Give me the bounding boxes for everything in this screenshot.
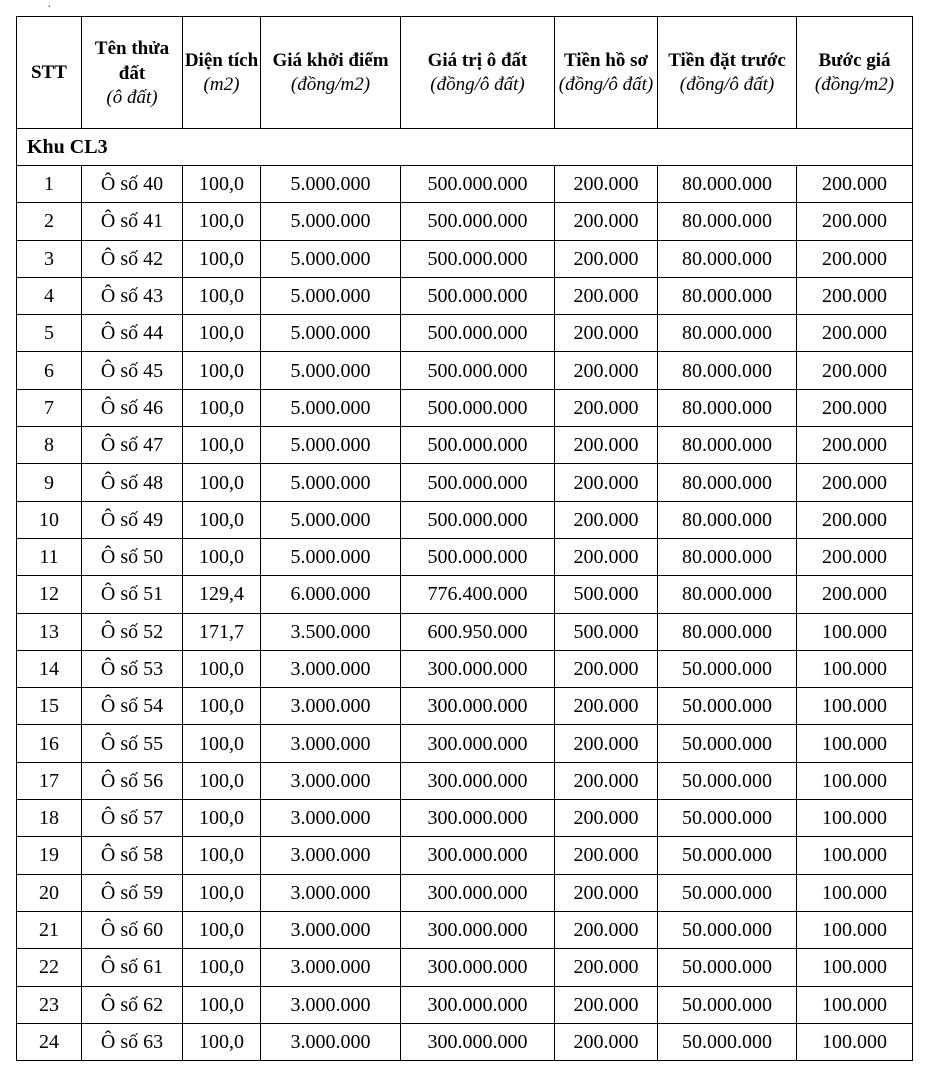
cell-stt: 18 xyxy=(17,800,82,837)
cell-dossier-fee: 200.000 xyxy=(555,389,658,426)
cell-lot-name: Ô số 54 xyxy=(82,688,183,725)
cell-dossier-fee: 200.000 xyxy=(555,538,658,575)
cell-lot-value: 500.000.000 xyxy=(401,315,555,352)
cell-lot-value: 500.000.000 xyxy=(401,427,555,464)
table-row xyxy=(17,501,913,538)
header-unit: (đồng/ô đất) xyxy=(558,74,654,95)
cell-lot-value: 500.000.000 xyxy=(401,501,555,538)
cell-start-price: 3.000.000 xyxy=(261,837,401,874)
cell-price-step: 100.000 xyxy=(797,874,913,911)
cell-start-price: 5.000.000 xyxy=(261,389,401,426)
header-unit: (đồng/m2) xyxy=(814,74,895,95)
cell-stt: 6 xyxy=(17,352,82,389)
cell-start-price: 3.000.000 xyxy=(261,949,401,986)
cell-start-price: 3.000.000 xyxy=(261,800,401,837)
cell-dossier-fee: 200.000 xyxy=(555,986,658,1023)
cell-price-step: 200.000 xyxy=(797,352,913,389)
cell-deposit: 80.000.000 xyxy=(658,203,797,240)
cell-stt: 10 xyxy=(17,501,82,538)
cell-price-step: 100.000 xyxy=(797,949,913,986)
cell-deposit: 80.000.000 xyxy=(658,501,797,538)
cell-area: 100,0 xyxy=(183,427,261,464)
cell-dossier-fee: 200.000 xyxy=(555,166,658,203)
cell-price-step: 100.000 xyxy=(797,688,913,725)
cell-lot-value: 500.000.000 xyxy=(401,352,555,389)
header-cell-start-price xyxy=(261,17,401,129)
cell-price-step: 200.000 xyxy=(797,203,913,240)
cell-stt: 7 xyxy=(17,389,82,426)
cell-lot-name: Ô số 56 xyxy=(82,762,183,799)
cell-deposit: 50.000.000 xyxy=(658,1023,797,1060)
cell-start-price: 3.000.000 xyxy=(261,650,401,687)
header-title: Tên thửa đất xyxy=(94,37,170,84)
cell-stt: 23 xyxy=(17,986,82,1023)
cell-dossier-fee: 200.000 xyxy=(555,315,658,352)
cell-price-step: 200.000 xyxy=(797,389,913,426)
table-row xyxy=(17,576,913,613)
cell-start-price: 3.000.000 xyxy=(261,762,401,799)
cell-dossier-fee: 200.000 xyxy=(555,352,658,389)
cell-deposit: 50.000.000 xyxy=(658,986,797,1023)
header-cell-dossier-fee xyxy=(555,17,658,129)
cell-deposit: 50.000.000 xyxy=(658,837,797,874)
cell-stt: 9 xyxy=(17,464,82,501)
cell-stt: 4 xyxy=(17,277,82,314)
cell-stt: 22 xyxy=(17,949,82,986)
cell-dossier-fee: 200.000 xyxy=(555,650,658,687)
cell-lot-value: 300.000.000 xyxy=(401,986,555,1023)
cell-area: 100,0 xyxy=(183,688,261,725)
cell-lot-name: Ô số 49 xyxy=(82,501,183,538)
table-row xyxy=(17,837,913,874)
cell-start-price: 3.500.000 xyxy=(261,613,401,650)
cell-deposit: 80.000.000 xyxy=(658,352,797,389)
cell-lot-value: 500.000.000 xyxy=(401,277,555,314)
cell-price-step: 100.000 xyxy=(797,725,913,762)
cell-area: 100,0 xyxy=(183,911,261,948)
header-unit: (đồng/m2) xyxy=(290,74,371,95)
header-cell-deposit xyxy=(658,17,797,129)
table-row xyxy=(17,203,913,240)
cell-lot-name: Ô số 52 xyxy=(82,613,183,650)
cell-area: 100,0 xyxy=(183,277,261,314)
header-title: Tiền hồ sơ xyxy=(563,50,649,71)
cell-lot-name: Ô số 42 xyxy=(82,240,183,277)
cell-area: 100,0 xyxy=(183,538,261,575)
cell-lot-value: 300.000.000 xyxy=(401,949,555,986)
table-row xyxy=(17,389,913,426)
table-row xyxy=(17,725,913,762)
cell-deposit: 80.000.000 xyxy=(658,427,797,464)
cell-dossier-fee: 200.000 xyxy=(555,1023,658,1060)
cell-deposit: 80.000.000 xyxy=(658,538,797,575)
cell-stt: 11 xyxy=(17,538,82,575)
header-unit: (đồng/ô đất) xyxy=(430,74,525,95)
table-row xyxy=(17,166,913,203)
land-lot-table xyxy=(16,16,913,1061)
table-row xyxy=(17,650,913,687)
header-title: STT xyxy=(31,62,67,83)
cell-stt: 16 xyxy=(17,725,82,762)
cell-lot-value: 300.000.000 xyxy=(401,911,555,948)
table-row xyxy=(17,949,913,986)
cell-price-step: 200.000 xyxy=(797,277,913,314)
cell-area: 100,0 xyxy=(183,1023,261,1060)
cell-lot-name: Ô số 51 xyxy=(82,576,183,613)
cell-start-price: 3.000.000 xyxy=(261,874,401,911)
header-row xyxy=(17,17,913,129)
cell-lot-name: Ô số 48 xyxy=(82,464,183,501)
cell-price-step: 200.000 xyxy=(797,315,913,352)
cell-area: 100,0 xyxy=(183,725,261,762)
cell-start-price: 5.000.000 xyxy=(261,501,401,538)
cell-stt: 14 xyxy=(17,650,82,687)
cell-start-price: 5.000.000 xyxy=(261,427,401,464)
cell-lot-value: 300.000.000 xyxy=(401,1023,555,1060)
table-row xyxy=(17,1023,913,1060)
cell-start-price: 5.000.000 xyxy=(261,277,401,314)
cell-lot-value: 500.000.000 xyxy=(401,240,555,277)
cell-lot-value: 300.000.000 xyxy=(401,800,555,837)
cell-stt: 2 xyxy=(17,203,82,240)
table-row xyxy=(17,911,913,948)
cell-deposit: 50.000.000 xyxy=(658,688,797,725)
cell-deposit: 50.000.000 xyxy=(658,800,797,837)
cell-deposit: 50.000.000 xyxy=(658,725,797,762)
cell-lot-value: 300.000.000 xyxy=(401,725,555,762)
header-cell-name xyxy=(82,17,183,129)
cell-area: 100,0 xyxy=(183,166,261,203)
cell-dossier-fee: 200.000 xyxy=(555,464,658,501)
cell-lot-name: Ô số 55 xyxy=(82,725,183,762)
cell-lot-name: Ô số 50 xyxy=(82,538,183,575)
cell-start-price: 6.000.000 xyxy=(261,576,401,613)
cell-stt: 1 xyxy=(17,166,82,203)
cell-dossier-fee: 200.000 xyxy=(555,725,658,762)
cell-price-step: 100.000 xyxy=(797,837,913,874)
cell-area: 100,0 xyxy=(183,315,261,352)
cell-area: 100,0 xyxy=(183,352,261,389)
cell-price-step: 100.000 xyxy=(797,613,913,650)
cell-price-step: 200.000 xyxy=(797,240,913,277)
cell-lot-name: Ô số 46 xyxy=(82,389,183,426)
cell-lot-value: 500.000.000 xyxy=(401,464,555,501)
table-row xyxy=(17,613,913,650)
cell-deposit: 80.000.000 xyxy=(658,240,797,277)
header-cell-price-step xyxy=(797,17,913,129)
cell-price-step: 200.000 xyxy=(797,464,913,501)
cell-area: 100,0 xyxy=(183,800,261,837)
cell-lot-value: 300.000.000 xyxy=(401,650,555,687)
cell-price-step: 100.000 xyxy=(797,911,913,948)
cell-lot-name: Ô số 59 xyxy=(82,874,183,911)
cell-lot-name: Ô số 44 xyxy=(82,315,183,352)
cell-lot-name: Ô số 58 xyxy=(82,837,183,874)
table-row xyxy=(17,874,913,911)
cell-dossier-fee: 200.000 xyxy=(555,837,658,874)
header-title: Giá khởi điểm xyxy=(272,50,389,71)
cell-stt: 12 xyxy=(17,576,82,613)
cell-lot-value: 300.000.000 xyxy=(401,688,555,725)
cell-price-step: 200.000 xyxy=(797,427,913,464)
header-unit: (ô đất) xyxy=(106,86,158,108)
cell-lot-name: Ô số 45 xyxy=(82,352,183,389)
cell-dossier-fee: 200.000 xyxy=(555,240,658,277)
cell-dossier-fee: 200.000 xyxy=(555,949,658,986)
section-row xyxy=(17,129,913,166)
cell-start-price: 3.000.000 xyxy=(261,1023,401,1060)
cell-price-step: 200.000 xyxy=(797,576,913,613)
header-cell-stt xyxy=(17,17,82,129)
cell-lot-value: 500.000.000 xyxy=(401,538,555,575)
cell-dossier-fee: 200.000 xyxy=(555,874,658,911)
cell-stt: 8 xyxy=(17,427,82,464)
cell-deposit: 50.000.000 xyxy=(658,650,797,687)
header-cell-lot-value xyxy=(401,17,555,129)
table-body xyxy=(17,129,913,1061)
cell-start-price: 5.000.000 xyxy=(261,240,401,277)
cell-lot-value: 600.950.000 xyxy=(401,613,555,650)
cell-lot-name: Ô số 43 xyxy=(82,277,183,314)
cell-area: 100,0 xyxy=(183,837,261,874)
cell-area: 100,0 xyxy=(183,203,261,240)
header-title: Giá trị ô đất xyxy=(427,50,528,71)
cell-lot-value: 500.000.000 xyxy=(401,389,555,426)
cell-lot-name: Ô số 60 xyxy=(82,911,183,948)
cell-area: 100,0 xyxy=(183,949,261,986)
table-row xyxy=(17,986,913,1023)
cell-stt: 13 xyxy=(17,613,82,650)
cell-lot-name: Ô số 62 xyxy=(82,986,183,1023)
cell-lot-value: 300.000.000 xyxy=(401,874,555,911)
cell-dossier-fee: 200.000 xyxy=(555,501,658,538)
header-title: Bước giá xyxy=(818,50,891,71)
table-header xyxy=(17,17,913,129)
header-unit: (m2) xyxy=(203,74,240,95)
cell-dossier-fee: 200.000 xyxy=(555,203,658,240)
cell-lot-name: Ô số 47 xyxy=(82,427,183,464)
cell-stt: 3 xyxy=(17,240,82,277)
cell-stt: 19 xyxy=(17,837,82,874)
cell-stt: 17 xyxy=(17,762,82,799)
cell-lot-name: Ô số 41 xyxy=(82,203,183,240)
header-cell-area xyxy=(183,17,261,129)
cell-area: 100,0 xyxy=(183,464,261,501)
cell-dossier-fee: 200.000 xyxy=(555,277,658,314)
cell-deposit: 50.000.000 xyxy=(658,874,797,911)
table-row xyxy=(17,688,913,725)
cell-area: 100,0 xyxy=(183,389,261,426)
cell-price-step: 200.000 xyxy=(797,501,913,538)
table-row xyxy=(17,427,913,464)
cell-start-price: 3.000.000 xyxy=(261,911,401,948)
cell-dossier-fee: 200.000 xyxy=(555,762,658,799)
corner-mark: . xyxy=(48,0,51,10)
cell-dossier-fee: 200.000 xyxy=(555,688,658,725)
cell-area: 100,0 xyxy=(183,762,261,799)
cell-price-step: 100.000 xyxy=(797,1023,913,1060)
table-row xyxy=(17,240,913,277)
cell-stt: 21 xyxy=(17,911,82,948)
cell-lot-name: Ô số 61 xyxy=(82,949,183,986)
cell-start-price: 5.000.000 xyxy=(261,315,401,352)
cell-price-step: 100.000 xyxy=(797,762,913,799)
table-row xyxy=(17,352,913,389)
cell-area: 100,0 xyxy=(183,986,261,1023)
cell-dossier-fee: 500.000 xyxy=(555,576,658,613)
cell-deposit: 80.000.000 xyxy=(658,464,797,501)
cell-deposit: 80.000.000 xyxy=(658,613,797,650)
table-row xyxy=(17,762,913,799)
cell-price-step: 200.000 xyxy=(797,166,913,203)
cell-lot-name: Ô số 53 xyxy=(82,650,183,687)
header-title: Tiền đặt trước xyxy=(668,50,786,71)
cell-start-price: 3.000.000 xyxy=(261,688,401,725)
cell-lot-value: 776.400.000 xyxy=(401,576,555,613)
cell-lot-value: 300.000.000 xyxy=(401,762,555,799)
cell-area: 100,0 xyxy=(183,501,261,538)
table-row xyxy=(17,538,913,575)
cell-price-step: 100.000 xyxy=(797,800,913,837)
cell-deposit: 80.000.000 xyxy=(658,166,797,203)
cell-lot-name: Ô số 63 xyxy=(82,1023,183,1060)
cell-price-step: 100.000 xyxy=(797,986,913,1023)
table-row xyxy=(17,315,913,352)
cell-area: 129,4 xyxy=(183,576,261,613)
cell-lot-name: Ô số 57 xyxy=(82,800,183,837)
section-label: Khu CL3 xyxy=(17,129,913,166)
cell-dossier-fee: 200.000 xyxy=(555,427,658,464)
cell-area: 100,0 xyxy=(183,240,261,277)
cell-start-price: 3.000.000 xyxy=(261,986,401,1023)
cell-price-step: 100.000 xyxy=(797,650,913,687)
cell-deposit: 80.000.000 xyxy=(658,389,797,426)
cell-deposit: 50.000.000 xyxy=(658,911,797,948)
cell-start-price: 5.000.000 xyxy=(261,538,401,575)
cell-lot-value: 300.000.000 xyxy=(401,837,555,874)
cell-dossier-fee: 200.000 xyxy=(555,800,658,837)
cell-area: 100,0 xyxy=(183,650,261,687)
cell-deposit: 50.000.000 xyxy=(658,762,797,799)
cell-start-price: 3.000.000 xyxy=(261,725,401,762)
cell-area: 100,0 xyxy=(183,874,261,911)
cell-stt: 24 xyxy=(17,1023,82,1060)
cell-price-step: 200.000 xyxy=(797,538,913,575)
cell-area: 171,7 xyxy=(183,613,261,650)
cell-start-price: 5.000.000 xyxy=(261,203,401,240)
cell-deposit: 80.000.000 xyxy=(658,277,797,314)
cell-lot-name: Ô số 40 xyxy=(82,166,183,203)
cell-dossier-fee: 200.000 xyxy=(555,911,658,948)
cell-deposit: 80.000.000 xyxy=(658,315,797,352)
cell-lot-value: 500.000.000 xyxy=(401,166,555,203)
cell-deposit: 80.000.000 xyxy=(658,576,797,613)
table-row xyxy=(17,800,913,837)
cell-dossier-fee: 500.000 xyxy=(555,613,658,650)
header-unit: (đồng/ô đất) xyxy=(679,74,775,95)
cell-start-price: 5.000.000 xyxy=(261,166,401,203)
cell-stt: 5 xyxy=(17,315,82,352)
cell-stt: 15 xyxy=(17,688,82,725)
cell-deposit: 50.000.000 xyxy=(658,949,797,986)
table-row xyxy=(17,277,913,314)
cell-start-price: 5.000.000 xyxy=(261,464,401,501)
cell-stt: 20 xyxy=(17,874,82,911)
table-row xyxy=(17,464,913,501)
header-title: Diện tích xyxy=(184,50,259,71)
cell-lot-value: 500.000.000 xyxy=(401,203,555,240)
cell-start-price: 5.000.000 xyxy=(261,352,401,389)
